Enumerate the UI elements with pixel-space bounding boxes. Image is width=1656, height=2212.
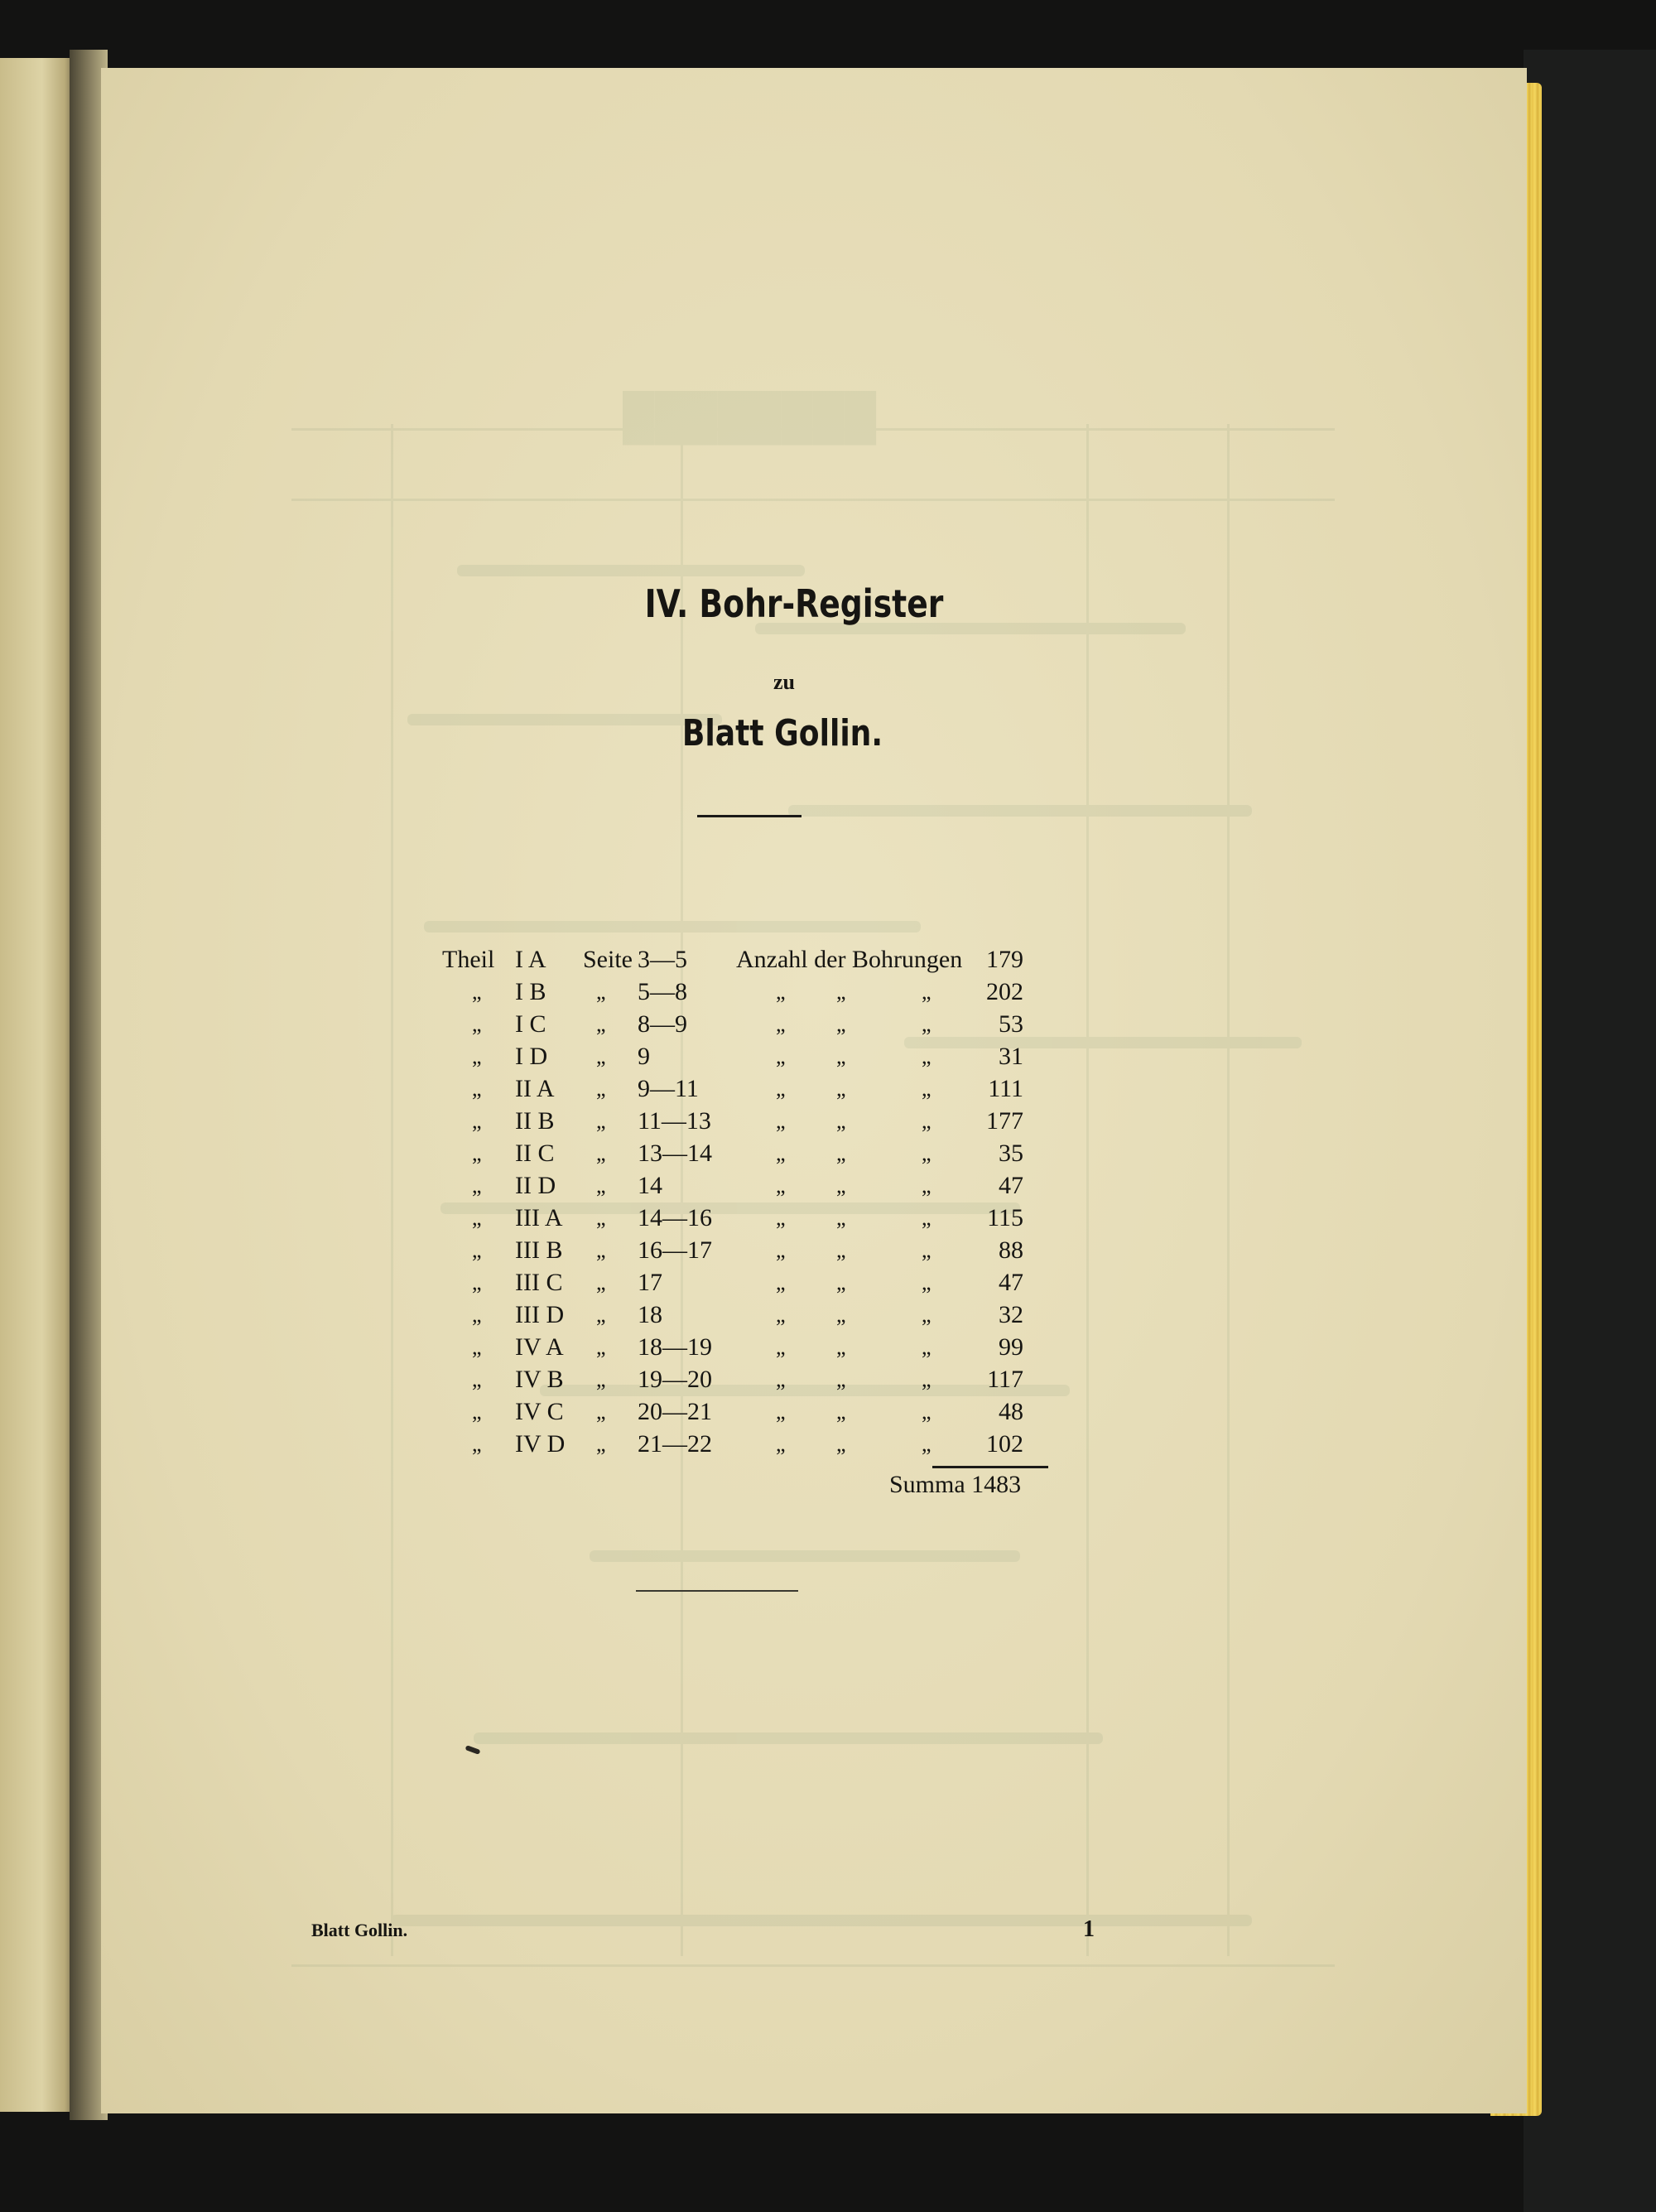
ditto-mark: „ <box>922 1432 932 1456</box>
ditto-mark: „ <box>472 1141 482 1165</box>
sum-label: Summa <box>889 1471 965 1498</box>
sheet-title: Blatt Gollin. <box>681 712 883 754</box>
ditto-mark: „ <box>776 1206 786 1230</box>
ditto-mark: „ <box>776 1400 786 1424</box>
page-range: 14 <box>638 1172 662 1199</box>
part-label: I C <box>515 1010 546 1038</box>
ditto-mark: „ <box>836 1238 846 1262</box>
ditto-mark: „ <box>596 1432 606 1456</box>
page-number: 1 <box>1083 1916 1095 1942</box>
page-range: 13—14 <box>638 1140 712 1167</box>
register-row <box>101 944 1527 976</box>
ditto-mark: „ <box>776 1141 786 1165</box>
ditto-mark: „ <box>472 1109 482 1133</box>
ditto-mark: „ <box>472 980 482 1004</box>
ditto-mark: „ <box>836 1173 846 1198</box>
ditto-mark: „ <box>922 1077 932 1101</box>
ditto-mark: „ <box>922 1109 932 1133</box>
register-row <box>101 1364 1527 1395</box>
page-range: 19—20 <box>638 1366 712 1393</box>
ditto-mark: „ <box>922 1367 932 1391</box>
ditto-mark: „ <box>776 1432 786 1456</box>
register-row <box>101 1202 1527 1234</box>
borehole-count: 179 <box>986 946 1023 973</box>
register-row <box>101 1235 1527 1266</box>
ditto-mark: „ <box>922 1141 932 1165</box>
ditto-mark: „ <box>922 1335 932 1359</box>
part-label: III D <box>515 1301 565 1328</box>
ditto-mark: „ <box>596 1077 606 1101</box>
part-label: II C <box>515 1140 555 1167</box>
ditto-mark: „ <box>836 1044 846 1068</box>
ditto-mark: „ <box>472 1206 482 1230</box>
ditto-mark: „ <box>836 1432 846 1456</box>
sum-rule <box>932 1466 1048 1468</box>
part-label: III B <box>515 1236 563 1264</box>
register-row <box>101 1041 1527 1072</box>
borehole-count: 31 <box>999 1043 1023 1070</box>
page-range: 16—17 <box>638 1236 712 1264</box>
part-label: III A <box>515 1204 563 1231</box>
part-label: IV A <box>515 1333 564 1361</box>
page-range: 14—16 <box>638 1204 712 1231</box>
part-label: II D <box>515 1172 556 1199</box>
borehole-count: 53 <box>999 1010 1023 1038</box>
ditto-mark: „ <box>922 1173 932 1198</box>
borehole-count: 99 <box>999 1333 1023 1361</box>
ditto-mark: „ <box>596 1335 606 1359</box>
borehole-count: 32 <box>999 1301 1023 1328</box>
register-row <box>101 1009 1527 1040</box>
ditto-mark: „ <box>596 1400 606 1424</box>
register-row <box>101 976 1527 1008</box>
ditto-mark: „ <box>776 1012 786 1036</box>
part-label: I B <box>515 978 546 1005</box>
footer-sheet-name: Blatt Gollin. <box>311 1920 408 1940</box>
section-title: IV. Bohr-Register <box>644 581 944 626</box>
ditto-mark: „ <box>596 1303 606 1327</box>
borehole-count: 48 <box>999 1398 1023 1425</box>
ditto-mark: „ <box>776 1335 786 1359</box>
borehole-count: 202 <box>986 978 1023 1005</box>
ditto-mark: „ <box>472 1238 482 1262</box>
ditto-mark: „ <box>596 1173 606 1198</box>
ditto-mark: „ <box>836 1206 846 1230</box>
ditto-mark: „ <box>472 1432 482 1456</box>
register-row <box>101 1299 1527 1331</box>
ditto-mark: „ <box>776 1044 786 1068</box>
borehole-count: 47 <box>999 1172 1023 1199</box>
page-range: 18—19 <box>638 1333 712 1361</box>
ditto-mark: „ <box>836 1012 846 1036</box>
page-range: 17 <box>638 1269 662 1296</box>
ditto-mark: „ <box>922 1270 932 1294</box>
ditto-mark: „ <box>922 1012 932 1036</box>
ditto-mark: „ <box>836 1367 846 1391</box>
ditto-mark: „ <box>472 1400 482 1424</box>
borehole-count: 115 <box>987 1204 1023 1231</box>
ditto-mark: „ <box>596 1141 606 1165</box>
part-label: I A <box>515 946 546 973</box>
ditto-mark: „ <box>922 980 932 1004</box>
page-range: 9 <box>638 1043 650 1070</box>
borehole-count: 102 <box>986 1430 1023 1458</box>
ditto-mark: „ <box>922 1400 932 1424</box>
ditto-mark: „ <box>472 1012 482 1036</box>
ditto-mark: „ <box>596 1012 606 1036</box>
ditto-mark: „ <box>472 1173 482 1198</box>
ditto-mark: „ <box>922 1044 932 1068</box>
ditto-mark: „ <box>472 1303 482 1327</box>
borehole-register-table <box>101 68 1527 2113</box>
page-range: 21—22 <box>638 1430 712 1458</box>
left-facing-page <box>0 58 76 2112</box>
ditto-mark: „ <box>596 1109 606 1133</box>
ditto-mark: „ <box>836 1270 846 1294</box>
part-label: II A <box>515 1075 555 1102</box>
page-range: 3—5 <box>638 946 687 973</box>
page-range: 9—11 <box>638 1075 699 1102</box>
register-row <box>101 1106 1527 1137</box>
ditto-mark: „ <box>836 1303 846 1327</box>
ditto-mark: „ <box>472 1335 482 1359</box>
borehole-count: 47 <box>999 1269 1023 1296</box>
register-row <box>101 1396 1527 1428</box>
zu-label: zu <box>773 670 795 694</box>
seite-label: Seite <box>583 946 633 973</box>
register-row <box>101 1073 1527 1105</box>
ditto-mark: „ <box>836 1141 846 1165</box>
register-row <box>101 1332 1527 1363</box>
theil-label: Theil <box>442 946 495 973</box>
ditto-mark: „ <box>776 980 786 1004</box>
register-row <box>101 1429 1527 1460</box>
page-range: 20—21 <box>638 1398 712 1425</box>
part-label: I D <box>515 1043 548 1070</box>
register-row <box>101 1267 1527 1299</box>
ditto-mark: „ <box>776 1303 786 1327</box>
part-label: II B <box>515 1107 555 1135</box>
ditto-mark: „ <box>596 1367 606 1391</box>
ditto-mark: „ <box>596 980 606 1004</box>
ghost-title-mark: ████████ <box>623 392 877 441</box>
ditto-mark: „ <box>472 1367 482 1391</box>
ditto-mark: „ <box>596 1270 606 1294</box>
ditto-mark: „ <box>836 980 846 1004</box>
ditto-mark: „ <box>596 1206 606 1230</box>
borehole-count: 111 <box>988 1075 1023 1102</box>
ditto-mark: „ <box>836 1400 846 1424</box>
ditto-mark: „ <box>836 1335 846 1359</box>
register-row <box>101 1138 1527 1169</box>
part-label: IV B <box>515 1366 564 1393</box>
ditto-mark: „ <box>776 1238 786 1262</box>
ditto-mark: „ <box>472 1270 482 1294</box>
part-label: IV C <box>515 1398 564 1425</box>
sum-value: 1483 <box>971 1471 1022 1498</box>
anzahl-label: Anzahl der Bohrungen <box>736 946 963 973</box>
borehole-count: 88 <box>999 1236 1023 1264</box>
part-label: IV D <box>515 1430 566 1458</box>
borehole-count: 177 <box>986 1107 1023 1135</box>
ditto-mark: „ <box>472 1077 482 1101</box>
page-range: 18 <box>638 1301 662 1328</box>
page-range: 11—13 <box>638 1107 711 1135</box>
book-cover <box>1524 50 1656 2212</box>
ditto-mark: „ <box>836 1109 846 1133</box>
ditto-mark: „ <box>596 1238 606 1262</box>
sum-row <box>889 1471 1021 1499</box>
part-label: III C <box>515 1269 563 1296</box>
closing-rule <box>636 1590 798 1592</box>
ditto-mark: „ <box>472 1044 482 1068</box>
ditto-mark: „ <box>836 1077 846 1101</box>
ditto-mark: „ <box>922 1238 932 1262</box>
ditto-mark: „ <box>776 1270 786 1294</box>
ditto-mark: „ <box>776 1173 786 1198</box>
ditto-mark: „ <box>596 1044 606 1068</box>
document-page <box>101 68 1527 2113</box>
register-row <box>101 1170 1527 1202</box>
page-range: 8—9 <box>638 1010 687 1038</box>
ditto-mark: „ <box>776 1109 786 1133</box>
ditto-mark: „ <box>922 1206 932 1230</box>
borehole-count: 117 <box>987 1366 1023 1393</box>
ditto-mark: „ <box>776 1367 786 1391</box>
page-range: 5—8 <box>638 978 687 1005</box>
borehole-count: 35 <box>999 1140 1023 1167</box>
ditto-mark: „ <box>922 1303 932 1327</box>
ditto-mark: „ <box>776 1077 786 1101</box>
